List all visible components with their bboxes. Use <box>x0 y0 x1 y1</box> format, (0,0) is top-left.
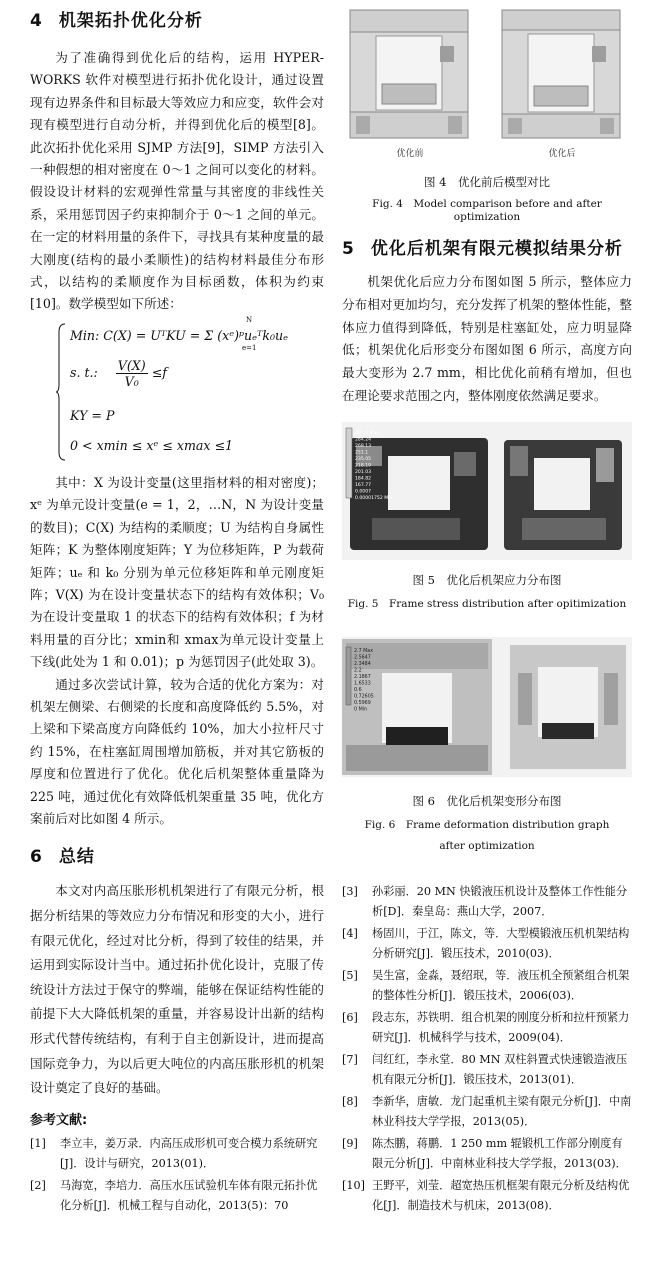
legend-label: 301.0 Max <box>355 430 380 436</box>
legend-label: 184.82 <box>355 476 372 482</box>
reference-index: [8] <box>342 1094 358 1108</box>
section-6-heading <box>30 842 324 867</box>
reference-text: 王野平，刘莹．超宽热压机框架有限元分析及结构优化[J]．制造技术与机床，2013(08)． <box>372 1178 630 1212</box>
section-5-title: 优化后机架有限元模拟结果分析 <box>370 239 623 259</box>
formula-objective: Min: C(X) = UᵀKU = Σ (xᵉ)ᵖuₑᵀk₀uₑ <box>70 327 288 343</box>
formula-sum-upper: N <box>246 315 253 324</box>
optimization-formula <box>56 315 324 466</box>
legend-label: 268.13 <box>355 443 372 449</box>
legend-label: 0.6 <box>354 687 362 693</box>
legend-label: 0 Min <box>354 707 368 713</box>
deformation-frame-section <box>510 645 626 769</box>
legend-label: 2.7 Max <box>354 648 374 654</box>
references-right-list <box>342 882 632 1216</box>
reference-index: [9] <box>342 1136 358 1150</box>
reference-item <box>342 1050 632 1090</box>
section-4-number: 4 <box>30 11 43 31</box>
figure-4-caption-en: Fig. 4 Model comparison before and after optimization <box>372 198 602 223</box>
section-4-title: 机架拓扑优化分析 <box>58 11 203 31</box>
formula-numerator: V(X) <box>117 357 146 373</box>
legend-label: 167.77 <box>355 482 372 488</box>
reference-item <box>342 882 632 922</box>
formula-sum-lower: e=1 <box>242 343 257 352</box>
legend-label: 218.19 <box>355 463 372 469</box>
reference-text: 吴生富，金淼，聂绍珉，等．液压机全预紧组合机架的整体性分析[J]．锻压技术，2006(03)． <box>372 968 630 1002</box>
references-title: 参考文献: <box>30 1112 88 1128</box>
reference-item <box>342 1134 632 1174</box>
legend-label: 0.0007 <box>355 489 372 495</box>
reference-item <box>342 924 632 964</box>
formula-fraction <box>116 358 148 389</box>
legend-label: 2.2 <box>354 668 362 674</box>
reference-item <box>30 1134 324 1174</box>
legend-label: 284.24 <box>355 437 372 443</box>
reference-text: 段志东，苏铁明．组合机架的刚度分析和拉杆预紧力研究[J]．机械科学与技术，2009(04)． <box>372 1010 630 1044</box>
deformation-legend <box>346 647 374 713</box>
formula-line-1 <box>70 328 288 343</box>
reference-index: [1] <box>30 1136 46 1150</box>
reference-item <box>342 1008 632 1048</box>
formula-brace <box>56 322 66 462</box>
legend-label: 0.00001752 Min <box>355 495 393 501</box>
legend-label: 2.5647 <box>354 655 371 661</box>
section-4-paragraph-1: 为了准确得到优化后的结构，运用 HYPER-WORKS 软件对模型进行拓扑优化设计，通过设置现有边界条件和目标最大等效应力和应变，软件会对现有模型进行自动分析，并得到优化后的模型[8]。此次拓扑优化采用 SJMP 方法[9]，SIMP 方法引入一种假想的相对密度在 0～1 之间可以变化的材料。假设设计材料的宏观弹性常量与其密度的非线性关系，采用惩罚因子约束抑制介于 0～1 之间的单元。在一定的材料用量的条件下，寻找具有某种度量的最大刚度(结构的最小柔顺性)的结构材料最佳分布形式，以结构的柔顺度作为目标函数，体积为约束[10]。数学模型如下所述： <box>30 50 324 312</box>
legend-label: 1.6533 <box>354 681 371 687</box>
figure-6-caption-en-1: Fig. 6 Frame deformation distribution graph <box>364 818 610 831</box>
references-left-list <box>30 1134 324 1216</box>
legend-label: 0.5969 <box>354 700 371 706</box>
figure-4-image <box>342 6 632 166</box>
reference-text: 孙彩丽．20 MN 快锻液压机设计及整体工作性能分析[D]．秦皇岛：燕山大学，2007． <box>372 884 628 918</box>
reference-item <box>342 1176 632 1216</box>
left-column <box>30 6 324 1218</box>
reference-text: 李新华，唐敏．龙门起重机主梁有限元分析[J]．中南林业科技大学学报，2013(05)． <box>372 1094 632 1128</box>
section-4-paragraph-3: 通过多次尝试计算，较为合适的优化方案为：对机架左侧梁、右侧梁的长度和高度降低约 5.5%，对上梁和下梁高度方向降低约 10%，加大小拉杆尺寸约 15%，在柱塞缸周围增加筋板，并对其它筋板的厚度和位置进行了优化。优化后机架整体重量降为 225 吨，通过优化有效降低机架重量 35 吨，优化方案前后对比如图 4 所示。 <box>30 676 324 826</box>
section-4-heading <box>30 6 324 31</box>
legend-label: 2.3484 <box>354 661 371 667</box>
formula-st: s. t.: <box>70 364 98 380</box>
figure-5-caption-en: Fig. 5 Frame stress distribution after opitimization <box>347 597 627 610</box>
section-6-title: 总结 <box>58 847 95 868</box>
reference-text: 李立丰，姜万录．内高压成形机可变合模力系统研究[J]．设计与研究，2013(01)． <box>60 1136 318 1170</box>
formula-line-4: 0 < xmin ≤ xᵉ ≤ xmax ≤1 <box>70 437 234 453</box>
figure-6-image <box>342 637 632 777</box>
figure-4-caption-cn: 图 4 优化前后模型对比 <box>424 175 550 189</box>
reference-index: [3] <box>342 884 358 898</box>
legend-label: 0.72605 <box>354 694 374 700</box>
frame-model-before <box>350 10 468 138</box>
reference-index: [5] <box>342 968 358 982</box>
legend-label: 201.03 <box>355 469 372 475</box>
formula-denominator: V₀ <box>124 373 139 389</box>
formula-constraint: ≤f <box>151 364 167 380</box>
section-4-paragraph-2: 其中：X 为设计变量(这里指材料的相对密度)；xᵉ 为单元设计变量(e = 1，2，…N，N 为设计变量的数目)；C(X) 为结构的柔顺度；U 为结构自身属性矩阵；K 为整体刚度矩阵；Y 为位移矩阵，P 为载荷矩阵；uₑ 和 k₀ 分别为单元位移矩阵和单元刚度矩阵；V(X) 为在设计变量状态下的结构有效体积；V₀ 为在设计变量取 1 的状态下的结构有效体积；f 为材料用量的百分比；xmin和 xmax为单元设计变量上下线(此处为 1 和 0.01)；p 为惩罚因子(此处取 3)。 <box>30 474 324 670</box>
figure-5 <box>342 422 632 611</box>
section-6-number: 6 <box>30 847 43 868</box>
reference-item <box>30 1176 324 1216</box>
reference-text: 马海宽，李培力．高压水压试验机车体有限元拓扑优化分析[J]．机械工程与自动化，2013(5)：70 <box>60 1178 318 1212</box>
stress-frame-back <box>504 440 622 550</box>
formula-line-2 <box>70 358 167 389</box>
reference-text: 闫红红，李永堂．80 MN 双柱斜置式快速锻造液压机有限元分析[J]．锻压技术，2013(01)． <box>372 1052 628 1086</box>
figure-6 <box>342 637 632 852</box>
reference-item <box>342 1092 632 1132</box>
figure-6-caption-en-2: after optimization <box>439 839 535 852</box>
figure-4 <box>342 6 632 223</box>
figure-5-caption-cn: 图 5 优化后机架应力分布图 <box>412 572 562 587</box>
legend-label: 235.05 <box>355 456 372 462</box>
reference-text: 杨固川，于江，陈文，等．大型模锻液压机机架结构分析研究[J]．锻压技术，2010(03)． <box>372 926 630 960</box>
figure-6-caption-cn: 图 6 优化后机架变形分布图 <box>412 793 562 808</box>
reference-index: [6] <box>342 1010 358 1024</box>
formula-line-3: KY = P <box>70 407 115 423</box>
section-5-paragraph: 机架优化后应力分布图如图 5 所示，整体应力分布相对更加均匀，充分发挥了机架的整体性能，整体应力值得到降低，特别是柱塞缸处，应力明显降低；机架优化后形变分布图如图 6 所示，高度方向最大变形为 2.7 mm，相比优化前稍有增加，但也在理论要求范围之内，整体刚度依然满足要求。 <box>342 274 632 403</box>
reference-text: 陈杰鹏，蒋鹏．1 250 mm 辊锻机工作部分刚度有限元分析[J]．中南林业科技大学学报，2013(03)． <box>372 1136 627 1170</box>
legend-label: 251.1 <box>355 450 369 456</box>
right-column <box>342 6 632 1218</box>
figure-4-label-before: 优化前 <box>396 149 424 159</box>
reference-item <box>342 966 632 1006</box>
section-6-paragraph: 本文对内高压胀形机机架进行了有限元分析，根据分析结果的等效应力分布情况和形变的大小，进行有限元优化，经过对比分析，得到了较佳的结果，并运用到实际设计当中。通过拓扑优化设计，克服了传统设计方法过于保守的弊端，能够在保证结构性能的前提下大大降低机架的重量，并容易设计出新的结构形式代替传统结构，有利于自主创新设计，进而提高国际竞争力，为以后更大吨位的内高压胀形机的机架设计奠定了良好的基础。 <box>30 883 324 1096</box>
reference-index: [2] <box>30 1178 46 1192</box>
figure-4-label-after: 优化后 <box>548 149 576 159</box>
reference-index: [4] <box>342 926 358 940</box>
figure-5-image <box>342 422 632 560</box>
reference-index: [10] <box>342 1178 365 1192</box>
legend-label: 2.1867 <box>354 674 371 680</box>
section-5-heading <box>342 234 632 259</box>
section-5-number: 5 <box>342 239 355 259</box>
reference-index: [7] <box>342 1052 358 1066</box>
frame-model-after <box>502 10 620 138</box>
